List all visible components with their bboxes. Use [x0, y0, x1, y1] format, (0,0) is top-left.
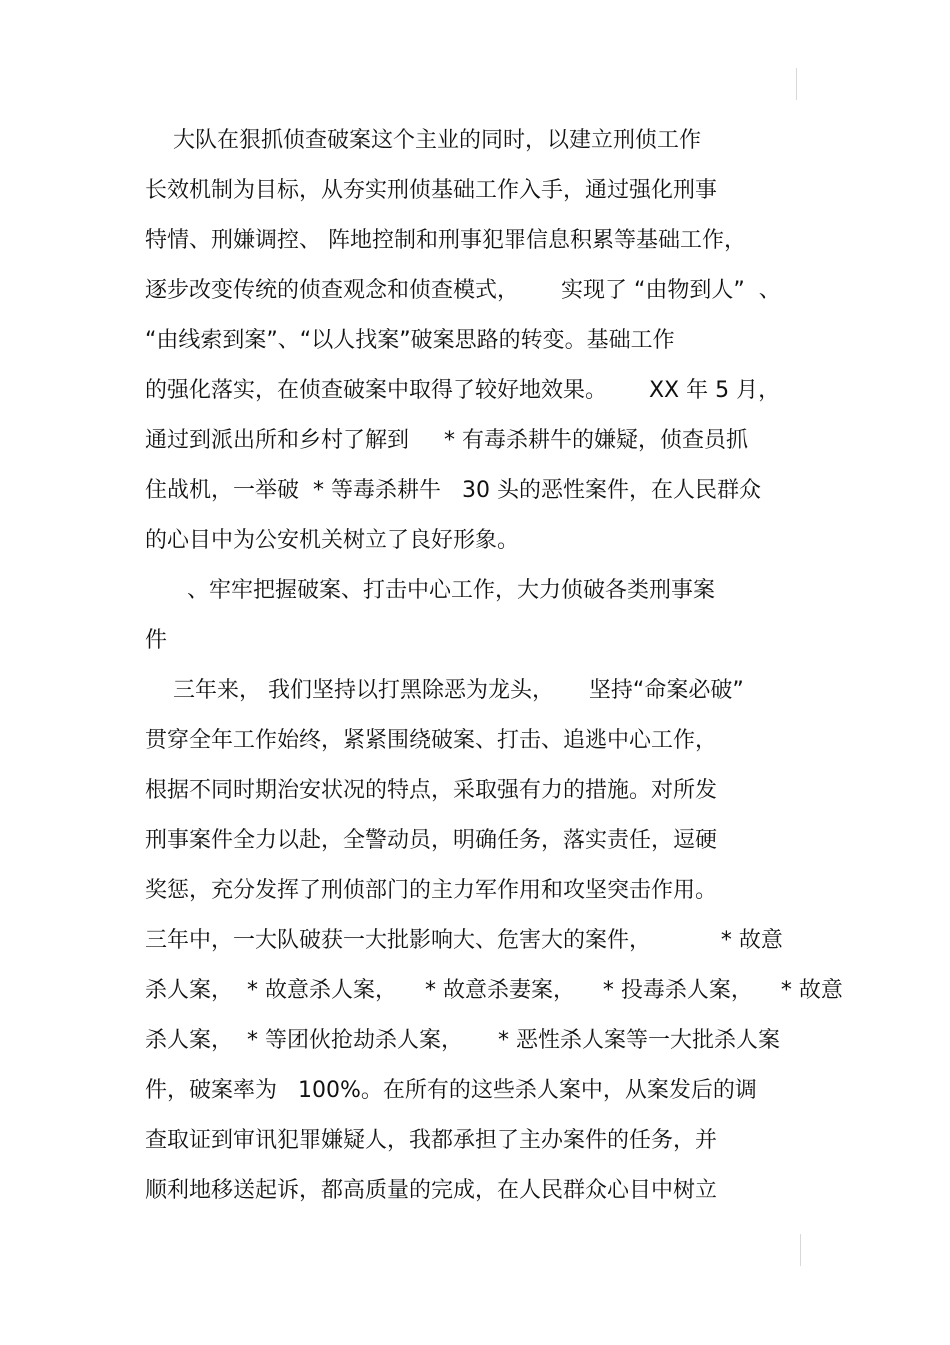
text-line-21: 查取证到审讯犯罪嫌疑人，我都承担了主办案件的任务，并 [145, 1128, 718, 1153]
page-edge-mark-bottom [800, 1234, 801, 1266]
text-line-4: 逐步改变传统的侦查观念和侦查模式， 实现了 “由物到人” 、 [145, 278, 781, 303]
text-line-13: 贯穿全年工作始终，紧紧围绕破案、打击、追逃中心工作， [145, 728, 718, 753]
section-heading-line-1: 、牢牢把握破案、打击中心工作，大力侦破各类刑事案 [145, 578, 715, 603]
text-line-22: 顺利地移送起诉，都高质量的完成，在人民群众心目中树立 [145, 1178, 718, 1203]
text-line-12: 三年来， 我们坚持以打黑除恶为龙头， 坚持“命案必破” [145, 678, 744, 703]
section-heading-line-2: 件 [145, 628, 168, 653]
text-line-16: 奖惩，充分发挥了刑侦部门的主力军作用和攻坚突击作用。 [145, 878, 718, 903]
text-line-20: 件，破案率为 100%。在所有的这些杀人案中，从案发后的调 [145, 1078, 757, 1103]
text-line-18: 杀人案， * 故意杀人案， * 故意杀妻案， * 投毒杀人案， * 故意 [145, 978, 843, 1003]
text-line-9: 的心目中为公安机关树立了良好形象。 [145, 528, 520, 553]
text-line-3: 特情、刑嫌调控、 阵地控制和刑事犯罪信息积累等基础工作， [145, 228, 746, 253]
text-line-1: 大队在狠抓侦查破案这个主业的同时，以建立刑侦工作 [145, 128, 701, 153]
text-line-6: 的强化落实，在侦查破案中取得了较好地效果。 XX 年 5 月， [145, 378, 781, 403]
text-line-19: 杀人案， * 等团伙抢劫杀人案， * 恶性杀人案等一大批杀人案 [145, 1028, 780, 1053]
text-line-15: 刑事案件全力以赴，全警动员，明确任务，落实责任，逗硬 [145, 828, 718, 853]
text-line-2: 长效机制为目标，从夯实刑侦基础工作入手，通过强化刑事 [145, 178, 718, 203]
text-line-7: 通过到派出所和乡村了解到 * 有毒杀耕牛的嫌疑，侦查员抓 [145, 428, 748, 453]
text-line-17: 三年中，一大队破获一大批影响大、危害大的案件， * 故意 [145, 928, 783, 953]
text-line-14: 根据不同时期治安状况的特点，采取强有力的措施。对所发 [145, 778, 718, 803]
page-edge-mark-top [796, 68, 797, 100]
text-line-5: “由线索到案”、“以人找案”破案思路的转变。基础工作 [145, 328, 675, 353]
text-line-8: 住战机，一举破 * 等毒杀耕牛 30 头的恶性案件，在人民群众 [145, 478, 761, 503]
